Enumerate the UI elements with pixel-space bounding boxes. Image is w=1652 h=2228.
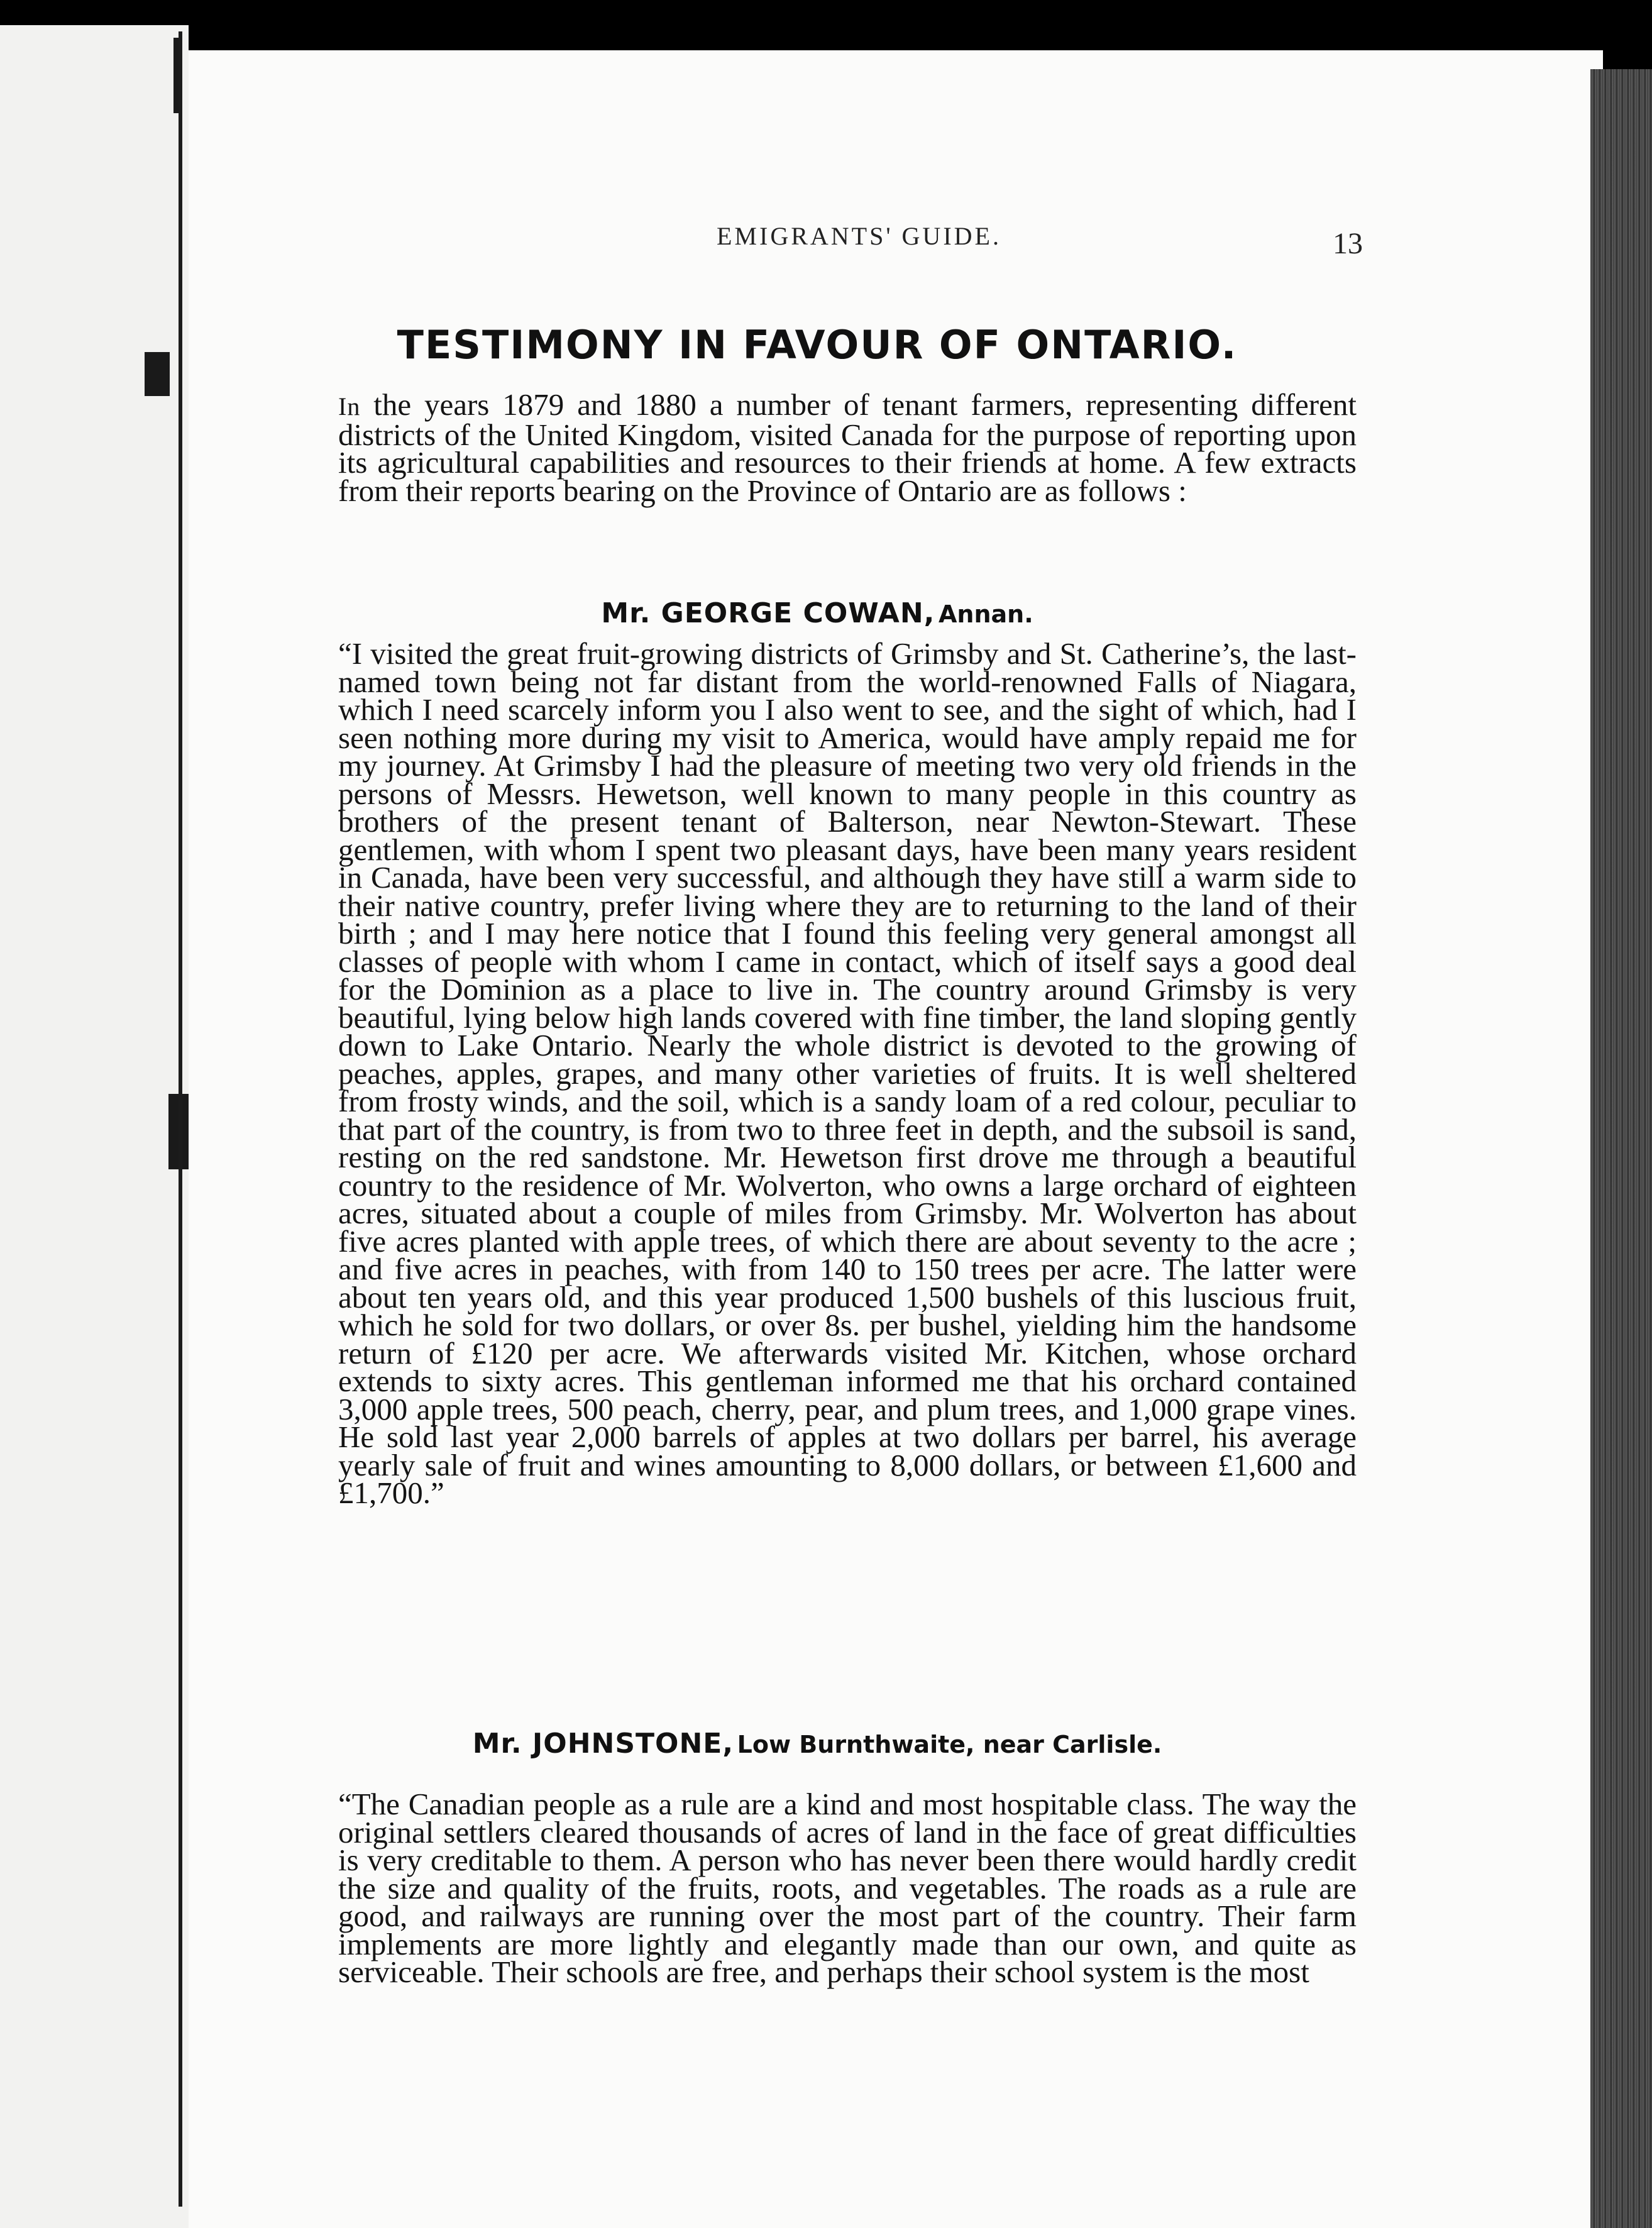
- section-paragraph-johnstone: “The Canadian people as a rule are a kind and most hospitable class. The way the original settlers cleared thousands of acres of land in the face of great difficulties is very creditable to them. A person who has never been there would hardly credit the size and quality of the fruits, roots, and vegetables. The roads as a rule are good, and railways are running over the most part of the country. Their farm implements are more lightly and elegantly made than our own, and quite as serviceable. Their schools are free, and perhaps their school system is the most: [338, 1787, 1357, 1989]
- page-stack-edge: [1590, 69, 1652, 2228]
- page-number: 13: [1333, 227, 1363, 260]
- intro-text: the years 1879 and 1880 a number of tenant farmers, representing different districts of the United Kingdom, visited Canada for the purpose of reporting upon its agricultural capabilities and resources to their friends at home. A few extracts from their reports bearing on the Province of Ontario are as follows :: [338, 387, 1357, 508]
- intro-paragraph: [338, 387, 1357, 508]
- section-heading-cowan: [251, 597, 1383, 629]
- binding-mark: [145, 352, 170, 396]
- running-head: EMIGRANTS' GUIDE.: [717, 222, 1001, 250]
- intro-lead-word: In: [338, 392, 361, 421]
- section-paragraph-cowan: “I visited the great fruit-growing districts of Grimsby and St. Catherine’s, the last-named town being not far distant from the world-renowned Falls of Niagara, which I need scarcely inform you I also went to see, and the sight of which, had I seen nothing more during my visit to America, would have amply repaid me for my journey. At Grimsby I had the pleasure of meeting two very old friends in the persons of Messrs. Hewetson, well known to many people in this country as brothers of the present tenant of Balterson, near Newton-Stewart. These gentlemen, with whom I spent two pleasant days, have been many years resident in Canada, have been very successful, and although they have still a warm side to their native country, prefer living where they are to returning to the land of their birth ; and I may here notice that I found this feeling very general amongst all classes of people with whom I came in contact, which of itself says a good deal for the Dominion as a place to live in. The country around Grimsby is very beautiful, lying below high lands covered with fine timber, the land sloping gently down to Lake Ontario. Nearly the whole district is devoted to the growing of peaches, apples, grapes, and many other varieties of fruits. It is well sheltered from frosty winds, and the soil, which is a sandy loam of a red colour, peculiar to that part of the country, is from two to three feet in depth, and the subsoil is sand, resting on the red sandstone. Mr. Hewetson first drove me through a beautiful country to the residence of Mr. Wolverton, who owns a large orchard of eighteen acres, situated about a couple of miles from Grimsby. Mr. Wolverton has about five acres planted with apple trees, of which there are about seventy to the acre ; and five acres in peaches, with from 140 to 150 trees per acre. The latter were about ten years old, and this year produced 1,500 bushels of this luscious fruit, which he sold for two dollars, or over 8s. per bushel, yielding him the handsome return of £120 per acre. We afterwards visited Mr. Kitchen, whose orchard extends to sixty acres. This gentleman informed me that his orchard contained 3,000 apple trees, 500 peach, cherry, pear, and plum trees, and 1,000 grape vines. He sold last year 2,000 barrels of apples at two dollars per barrel, his average yearly sale of fruit and wines amounting to 8,000 dollars, or between £1,600 and £1,700.”: [338, 636, 1357, 1510]
- page-gutter: [179, 31, 182, 2207]
- page-title: TESTIMONY IN FAVOUR OF ONTARIO.: [397, 322, 1238, 368]
- section-heading-place: Annan.: [938, 600, 1033, 628]
- section-heading-name: Mr. JOHNSTONE,: [472, 1728, 734, 1760]
- section-heading-place: Low Burnthwaite, near Carlisle.: [737, 1731, 1162, 1758]
- section-heading-johnstone: [251, 1728, 1383, 1760]
- section-heading-name: Mr. GEORGE COWAN,: [601, 597, 935, 629]
